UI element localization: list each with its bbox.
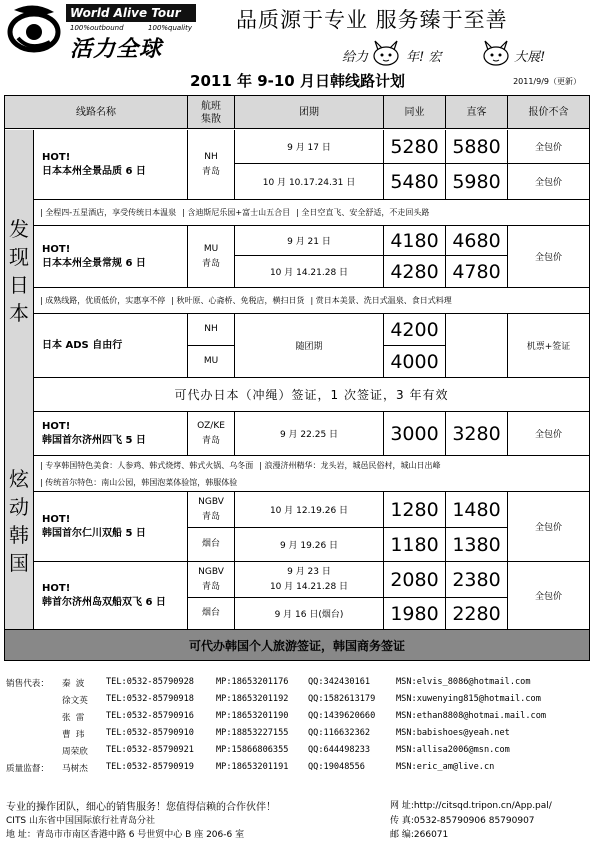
price-retail: 4780 (446, 256, 508, 288)
price-trade: 5280 (384, 130, 446, 164)
motto (342, 40, 592, 68)
rabbit-face-icon (480, 40, 512, 66)
price-retail: 5880 (446, 130, 508, 164)
japan-visa-banner: 可代办日本（冲绳）签证，1 次签证，3 年有效 (34, 378, 589, 412)
header-trade: 同业 (384, 96, 446, 129)
brand-sub-left: 100%outbound (70, 24, 124, 32)
rabbit-face-icon (370, 40, 402, 66)
price-retail: 1380 (446, 528, 508, 562)
route-kr-jeju-ship-flight: HOT! 韩首尔济州岛双船双飞 6 日 (34, 562, 188, 630)
flight-jp-free-2: MU (188, 346, 235, 378)
footer-fax: 传 真:0532-85790906 85790907 (390, 816, 535, 826)
flight-kr-jeju-ship-1: NGBV 青岛 (188, 562, 235, 598)
brand-name-cn: 活力全球 (70, 37, 163, 62)
price-retail: 1480 (446, 492, 508, 528)
route-jp-premium: HOT! 日本本州全景品质 6 日 (34, 130, 188, 200)
footer-website: 网 址:http://citsqd.tripon.cn/App.pal/ (390, 801, 552, 811)
route-kr-jeju-flight: HOT! 韩国首尔济州四飞 5 日 (34, 412, 188, 456)
flight-kr-jeju: OZ/KE 青岛 (188, 412, 235, 456)
brand-sub-right: 100%quality (148, 24, 192, 32)
page-footer (6, 798, 591, 842)
brand-subtitle (66, 24, 196, 32)
footer-tagline: 专业的操作团队，细心的销售服务！您值得信赖的合作伙伴！ (6, 802, 276, 813)
brand-name-en: World Alive Tour (66, 4, 196, 22)
dates-row: 9 月 22.25 日 (235, 412, 384, 456)
dates-row: 10 月 14.21.28 日 (235, 256, 384, 288)
page-header (0, 0, 595, 96)
korea-visa-banner: 可代办韩国个人旅游签证，韩国商务签证 (5, 630, 589, 660)
price-note: 全包价 (508, 130, 589, 164)
price-note: 全包价 (508, 226, 589, 288)
header-excludes: 报价不含 (528, 107, 569, 118)
header-route: 线路名称 (5, 96, 188, 129)
price-retail: 5980 (446, 164, 508, 200)
dates-row: 9 月 21 日 (235, 226, 384, 256)
dates-row: 随团期 (235, 314, 384, 378)
header-flight: 航班集散 (188, 96, 235, 129)
price-retail: 2380 (446, 562, 508, 598)
motto-part-2: 年! 宏 (406, 50, 442, 65)
dates-row: 9 月 17 日 (235, 130, 384, 164)
update-date: 2011/9/9（更新） (513, 77, 581, 86)
price-trade: 4200 (384, 314, 446, 346)
route-jp-free: 日本 ADS 自由行 (34, 314, 188, 378)
footer-company: CITS 山东省中国国际旅行社青岛分社 (6, 816, 156, 826)
header-dates: 团期 (235, 96, 384, 129)
dates-row: 9 月 16 日(烟台) (235, 598, 384, 630)
motto-part-1: 给力 (342, 50, 369, 65)
price-trade: 4280 (384, 256, 446, 288)
flight-kr-jeju-ship-2: 烟台 (188, 598, 235, 630)
section-label-japan: 发 现 日 本 (5, 130, 34, 412)
price-trade: 4000 (384, 346, 446, 378)
flight-jp-premium: NH 青岛 (188, 130, 235, 200)
table-header (5, 96, 589, 129)
price-note: 机票+签证 (508, 314, 589, 378)
route-kr-incheon-ship: HOT! 韩国首尔仁川双船 5 日 (34, 492, 188, 562)
features-jp-premium: | 全程四-五星酒店，享受传统日本温泉 | 含迪斯尼乐园+富士山五合目 | 全日空直飞、安全舒适，不走回头路 (34, 200, 589, 226)
section-label-korea: 炫 动 韩 国 (5, 412, 34, 630)
dates-row: 10 月 12.19.26 日 (235, 492, 384, 528)
price-retail: 3280 (446, 412, 508, 456)
flight-kr-incheon-1: NGBV 青岛 (188, 492, 235, 528)
features-kr-jeju-2: | 传统首尔特色：南山公园，韩国泡菜体验馆，韩服体验 (34, 474, 589, 492)
flight-kr-incheon-2: 烟台 (188, 528, 235, 562)
price-trade: 1980 (384, 598, 446, 630)
motto-part-3: 大展! (514, 50, 546, 65)
dates-row: 9 月 23 日 10 月 14.21.28 日 (235, 562, 384, 598)
footer-address: 地 址：青岛市市南区香港中路 6 号世贸中心 B 座 206-6 室 (6, 830, 245, 840)
price-trade: 3000 (384, 412, 446, 456)
header-retail: 直客 (446, 96, 508, 129)
price-trade: 4180 (384, 226, 446, 256)
price-note: 全包价 (508, 412, 589, 456)
price-note: 全包价 (508, 562, 589, 630)
price-note: 全包价 (508, 492, 589, 562)
route-jp-standard: HOT! 日本本州全景常规 6 日 (34, 226, 188, 288)
page-title: 2011 年 9-10 月日韩线路计划 (190, 72, 405, 90)
dates-row: 10 月 10.17.24.31 日 (235, 164, 384, 200)
price-trade: 5480 (384, 164, 446, 200)
price-retail-empty (446, 314, 508, 378)
price-trade: 2080 (384, 562, 446, 598)
slogan: 品质源于专业 服务臻于至善 (236, 8, 508, 32)
flight-jp-standard: MU 青岛 (188, 226, 235, 288)
features-jp-standard: | 成熟线路，优质低价，实惠享不停 | 秋叶原、心斋桥、免税店，横扫日货 | 赏日本美景、洗日式温泉、食日式料理 (34, 288, 589, 314)
footer-zip: 邮 编:266071 (390, 830, 449, 840)
price-retail: 4680 (446, 226, 508, 256)
dates-row: 9 月 19.26 日 (235, 528, 384, 562)
flight-jp-free-1: NH (188, 314, 235, 346)
price-note: 全包价 (508, 164, 589, 200)
logo-swirl-icon (4, 2, 64, 54)
price-trade: 1280 (384, 492, 446, 528)
price-trade: 1180 (384, 528, 446, 562)
price-retail: 2280 (446, 598, 508, 630)
features-kr-jeju-1: | 专享韩国特色美食：人参鸡、韩式烧烤、韩式火锅、乌冬面 | 浪漫济州精华：龙头岩，城邑民俗村，城山日出峰 (40, 460, 441, 470)
itinerary-table (4, 95, 590, 661)
